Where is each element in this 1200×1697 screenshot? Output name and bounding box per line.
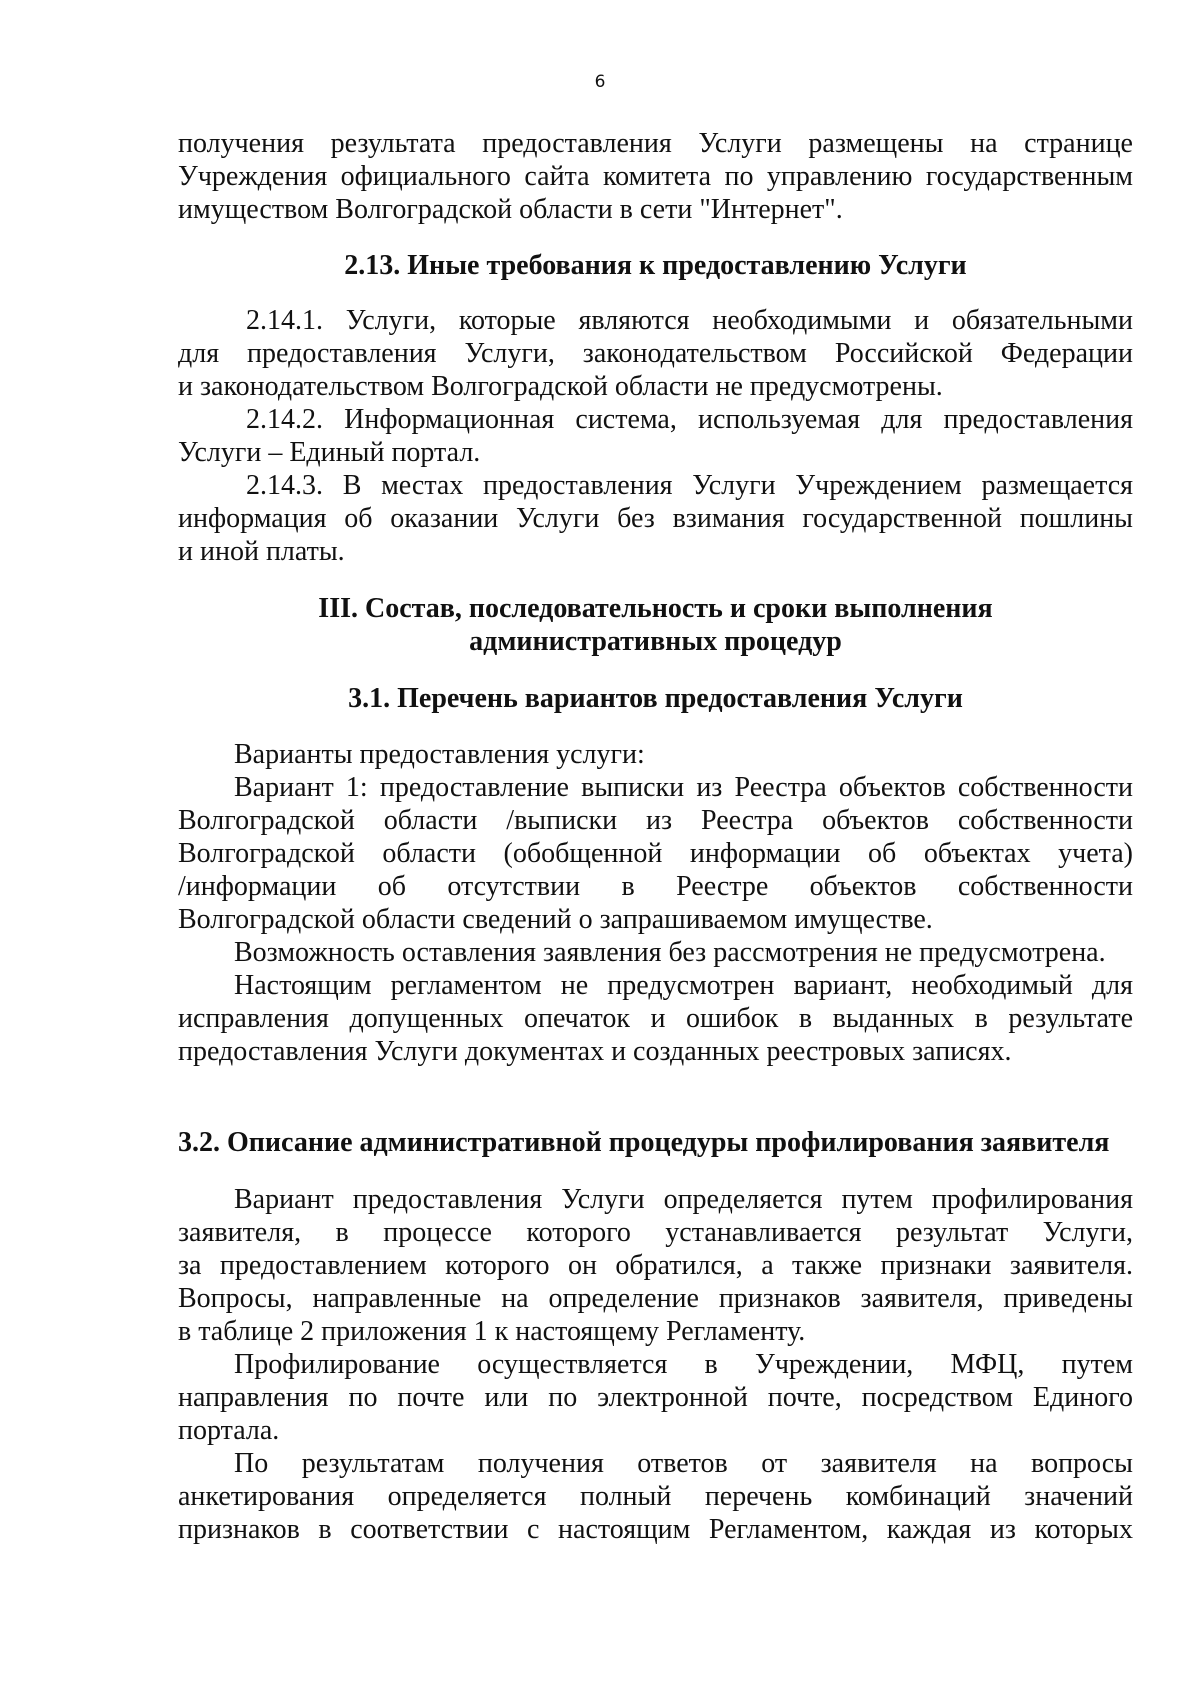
paragraph-regulation xyxy=(178,969,1133,1068)
section-heading-2-13: 2.13. Иные требования к предоставлению Услуги xyxy=(344,250,967,281)
text-line: Вопросы, направленные на определение признаков заявителя, приведены xyxy=(178,1283,1133,1314)
text-line: Вариант 1: предоставление выписки из Реестра объектов собственности xyxy=(234,772,1133,803)
text-line: 2.14.1. Услуги, которые являются необходимыми и обязательными xyxy=(246,305,1133,336)
text-line: направления по почте или по электронной почте, посредством Единого xyxy=(178,1382,1133,1413)
text-line: Учреждения официального сайта комитета по управлению государственным xyxy=(178,161,1133,192)
section-heading-3-2: 3.2. Описание административной процедуры профилирования заявителя xyxy=(178,1127,1110,1158)
text-line: Профилирование осуществляется в Учреждении, МФЦ, путем xyxy=(234,1349,1133,1380)
paragraph-profiling-1 xyxy=(178,1183,1133,1348)
paragraph-variants xyxy=(178,738,1133,936)
paragraph-profiling-3 xyxy=(178,1447,1133,1546)
paragraph-2-14-3 xyxy=(178,469,1133,568)
text-line: 2.14.3. В местах предоставления Услуги Учреждением размещается xyxy=(246,470,1133,501)
paragraph-2-14-1 xyxy=(178,304,1133,403)
text-line: Настоящим регламентом не предусмотрен вариант, необходимый для xyxy=(234,970,1133,1001)
text-line: и законодательством Волгоградской области не предусмотрены. xyxy=(178,371,943,402)
text-line: и иной платы. xyxy=(178,536,345,567)
section-heading-III xyxy=(178,592,1133,658)
heading-line: административных процедур xyxy=(469,626,842,657)
paragraph-profiling-2 xyxy=(178,1348,1133,1447)
section-heading-3-1: 3.1. Перечень вариантов предоставления Услуги xyxy=(348,683,963,714)
document-body xyxy=(178,127,1133,1546)
text-line: для предоставления Услуги, законодательством Российской Федерации xyxy=(178,338,1133,369)
text-line: Волгоградской области сведений о запрашиваемом имуществе. xyxy=(178,904,933,935)
text-line: Волгоградской области (обобщенной информации об объектах учета) xyxy=(178,838,1133,869)
heading-line: III. Состав, последовательность и сроки выполнения xyxy=(318,593,993,624)
text-line: за предоставлением которого он обратился, а также признаки заявителя. xyxy=(178,1250,1133,1281)
text-line: признаков в соответствии с настоящим Регламентом, каждая из которых xyxy=(178,1514,1133,1545)
paragraph-result-info xyxy=(178,127,1133,226)
text-line: портала. xyxy=(178,1415,280,1446)
text-line: Варианты предоставления услуги: xyxy=(234,739,645,770)
text-line: Волгоградской области /выписки из Реестра объектов собственности xyxy=(178,805,1133,836)
text-line: 2.14.2. Информационная система, используемая для предоставления xyxy=(246,404,1133,435)
text-line: Вариант предоставления Услуги определяется путем профилирования xyxy=(234,1184,1133,1215)
text-line: /информации об отсутствии в Реестре объектов собственности xyxy=(178,871,1133,902)
paragraph-possibility: Возможность оставления заявления без рассмотрения не предусмотрена. xyxy=(234,937,1106,968)
text-line: имуществом Волгоградской области в сети "Интернет". xyxy=(178,194,843,225)
paragraph-2-14-2 xyxy=(178,403,1133,469)
text-line: заявителя, в процессе которого устанавливается результат Услуги, xyxy=(178,1217,1133,1248)
text-line: анкетирования определяется полный перечень комбинаций значений xyxy=(178,1481,1133,1512)
text-line: в таблице 2 приложения 1 к настоящему Регламенту. xyxy=(178,1316,806,1347)
text-line: предоставления Услуги документах и созданных реестровых записях. xyxy=(178,1036,1012,1067)
text-line: По результатам получения ответов от заявителя на вопросы xyxy=(234,1448,1133,1479)
text-line: получения результата предоставления Услуги размещены на странице xyxy=(178,128,1133,159)
text-line: исправления допущенных опечаток и ошибок в выданных в результате xyxy=(178,1003,1133,1034)
page-number: 6 xyxy=(594,72,606,92)
text-line: информация об оказании Услуги без взимания государственной пошлины xyxy=(178,503,1133,534)
text-line: Услуги – Единый портал. xyxy=(178,437,481,468)
